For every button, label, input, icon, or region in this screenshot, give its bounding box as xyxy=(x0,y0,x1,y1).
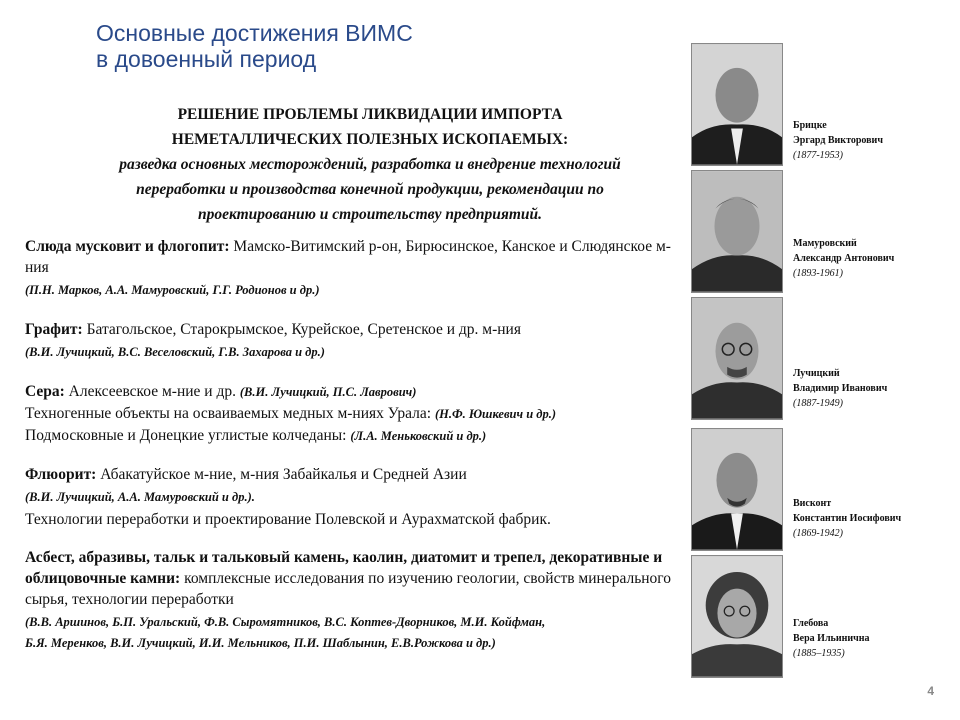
caption-years: (1893-1961) xyxy=(793,268,843,279)
section-graphite xyxy=(25,319,690,364)
caption-mamurovsky xyxy=(793,236,894,281)
mica-authors: (П.Н. Марков, А.А. Мамуровский, Г.Г. Родионов и др.) xyxy=(25,283,320,297)
fluorite-authors: (В.И. Лучицкий, А.А. Мамуровский и др.). xyxy=(25,490,255,504)
portrait-image-glebova xyxy=(692,556,782,677)
portrait-image-mamurovsky xyxy=(692,171,782,292)
graphite-text: Батагольское, Старокрымское, Курейское, Сретенское и др. м-ния xyxy=(82,321,521,338)
heading-line-5: проектированию и строительству предприятий. xyxy=(197,206,543,223)
sulfur-text-2: Техногенные объекты на осваиваемых медных м-ниях Урала: xyxy=(25,405,435,422)
caption-viskont xyxy=(793,496,901,541)
portrait-image-viskont xyxy=(692,429,782,550)
mica-label: Слюда мусковит и флогопит: xyxy=(25,238,230,255)
caption-surname: Брицке xyxy=(793,120,827,131)
title-line-2: в довоенный период xyxy=(96,46,317,72)
achievements-body xyxy=(25,236,690,669)
portrait-photo-glebova xyxy=(691,555,783,678)
portrait-image-luchitsky xyxy=(692,298,782,419)
section-asbestos xyxy=(25,547,690,652)
caption-years: (1885–1935) xyxy=(793,648,845,659)
graphite-label: Графит: xyxy=(25,321,83,338)
fluorite-text: Абакатуйское м-ние, м-ния Забайкалья и Средней Азии xyxy=(96,466,467,483)
portrait-photo-britske xyxy=(691,43,783,166)
sulfur-text-3: Подмосковные и Донецкие углистые колчеданы: xyxy=(25,427,351,444)
fluorite-label: Флюорит: xyxy=(25,466,97,483)
caption-surname: Висконт xyxy=(793,498,832,509)
sulfur-label: Сера: xyxy=(25,383,65,400)
sulfur-authors-1: (В.И. Лучицкий, П.С. Лаврович) xyxy=(239,385,417,399)
sulfur-authors-3: (Л.А. Меньковский и др.) xyxy=(350,429,487,443)
graphite-authors: (В.И. Лучицкий, В.С. Веселовский, Г.В. Захарова и др.) xyxy=(25,345,325,359)
caption-surname: Мамуровский xyxy=(793,238,857,249)
portrait-photo-mamurovsky xyxy=(691,170,783,293)
slide-title xyxy=(96,20,413,72)
caption-years: (1869-1942) xyxy=(793,528,843,539)
section-fluorite xyxy=(25,464,690,530)
caption-name: Александр Антонович xyxy=(793,253,895,264)
caption-name: Владимир Иванович xyxy=(793,383,888,394)
caption-name: Вера Ильинична xyxy=(793,633,870,644)
asbestos-text: комплексные исследования по изучению геологии, свойств минерального сырья, технологии переработки xyxy=(25,570,672,608)
section-sulfur xyxy=(25,381,690,447)
sulfur-authors-2: (Н.Ф. Юшкевич и др.) xyxy=(434,407,557,421)
section-mica xyxy=(25,236,690,302)
heading-line-2: НЕМЕТАЛЛИЧЕСКИХ ПОЛЕЗНЫХ ИСКОПАЕМЫХ: xyxy=(171,131,569,148)
heading-line-3: разведка основных месторождений, разработка и внедрение технологий xyxy=(119,156,621,173)
sulfur-text-1: Алексеевское м-ние и др. xyxy=(64,383,240,400)
heading-line-4: переработки и производства конечной продукции, рекомендации по xyxy=(136,181,604,198)
caption-surname: Лучицкий xyxy=(793,368,840,379)
caption-years: (1877-1953) xyxy=(793,150,843,161)
portrait-photo-viskont xyxy=(691,428,783,551)
fluorite-text-2: Технологии переработки и проектирование Полевской и Аурахматской фабрик. xyxy=(25,511,551,528)
caption-name: Константин Иосифович xyxy=(793,513,902,524)
title-line-1: Основные достижения ВИМС xyxy=(96,20,413,46)
caption-luchitsky xyxy=(793,366,887,411)
portrait-image-britske xyxy=(692,44,782,165)
portrait-photo-luchitsky xyxy=(691,297,783,420)
caption-surname: Глебова xyxy=(793,618,829,629)
caption-britske xyxy=(793,118,883,163)
asbestos-authors-2: Б.Я. Меренков, В.И. Лучицкий, И.И. Мельников, П.И. Шаблынин, Е.В.Рожкова и др.) xyxy=(25,636,496,650)
asbestos-authors-1: (В.В. Аршинов, Б.П. Уральский, Ф.В. Сыромятников, В.С. Коптев-Дворников, М.И. Койфман, xyxy=(25,615,546,629)
asbestos-label: Асбест, абразивы, тальк и тальковый камень, каолин, диатомит и трепел, декоративные и облицовочные камни: xyxy=(25,549,663,587)
caption-name: Эргард Викторович xyxy=(793,135,883,146)
heading-line-1: РЕШЕНИЕ ПРОБЛЕМЫ ЛИКВИДАЦИИ ИМПОРТА xyxy=(177,106,563,123)
section-heading xyxy=(40,102,700,227)
page-number: 4 xyxy=(927,684,934,698)
mica-text: Мамско-Витимский р-он, Бирюсинское, Канское и Слюдянское м-ния xyxy=(25,238,671,276)
caption-glebova xyxy=(793,616,870,661)
caption-years: (1887-1949) xyxy=(793,398,843,409)
